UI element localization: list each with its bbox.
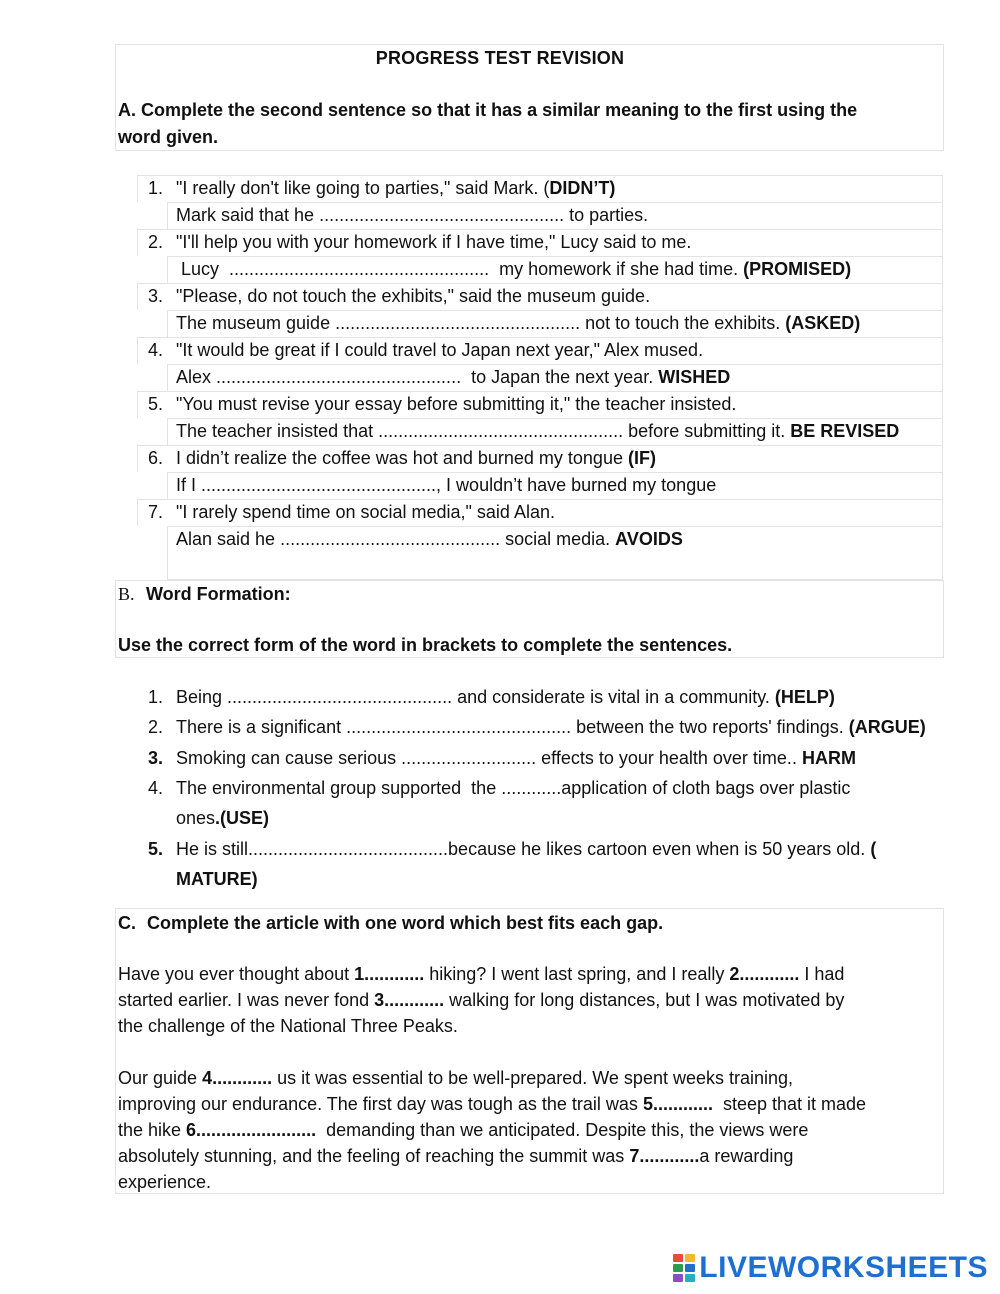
logo-square	[685, 1254, 695, 1262]
word-formation-sentence[interactable]	[176, 834, 876, 864]
sentence-text: The environmental group supported the ............application of cloth bags over plastic	[176, 778, 851, 798]
question-text-plain: "I rarely spend time on social media," said Alan.	[176, 502, 555, 522]
article-text: us it was essential to be well-prepared. We spent weeks training,	[272, 1068, 794, 1088]
sentence-text: ones	[176, 808, 216, 828]
section-b-heading: Word Formation:	[146, 584, 291, 604]
item-number: 7.	[148, 502, 164, 522]
article-line	[118, 1143, 940, 1169]
sentence-text: Smoking can cause serious ........................... effects to your health over time..	[176, 748, 802, 768]
section-c-heading: Complete the article with one word which best fits each gap.	[147, 913, 664, 933]
word-formation-sentence[interactable]	[176, 773, 850, 803]
answer-prompt[interactable]	[176, 472, 716, 499]
logo-square	[685, 1264, 695, 1272]
item-number: 2.	[148, 232, 164, 252]
gap-blank[interactable]: 5............	[642, 1094, 713, 1114]
root-word: MATURE)	[176, 869, 258, 889]
gap-blank[interactable]: 1............	[354, 964, 425, 984]
answer-keyword: (ASKED)	[785, 313, 861, 333]
item-number: 3.	[148, 748, 164, 768]
article-text: absolutely stunning, and the feeling of reaching the summit was	[118, 1146, 630, 1166]
answer-prompt-text: Alex ................................................. to Japan the next year.	[176, 367, 659, 387]
section-b-letter: B.	[118, 584, 135, 604]
question-keyword: (IF)	[627, 448, 656, 468]
gap-blank[interactable]: 7............	[629, 1146, 700, 1166]
question-text	[176, 175, 615, 202]
article-paragraph-1	[118, 961, 940, 1039]
question-text	[176, 337, 703, 364]
article-text: Have you ever thought about	[118, 964, 355, 984]
question-keyword: DIDN’T)	[549, 178, 616, 198]
article-text: Our guide	[118, 1068, 203, 1088]
answer-keyword: (PROMISED)	[743, 259, 852, 279]
article-text: steep that it made	[712, 1094, 867, 1114]
word-formation-sentence[interactable]	[176, 743, 856, 773]
root-word: HARM	[801, 748, 856, 768]
question-text-plain: I didn’t realize the coffee was hot and burned my tongue	[176, 448, 628, 468]
item-number: 3.	[148, 286, 164, 306]
article-line	[118, 1065, 940, 1091]
answer-prompt-text: The teacher insisted that ................................................. before submitting it.	[176, 421, 791, 441]
item-number: 4.	[148, 778, 164, 798]
answer-keyword: AVOIDS	[615, 529, 683, 549]
answer-prompt[interactable]	[176, 256, 851, 283]
sentence-continuation	[176, 803, 269, 833]
answer-prompt[interactable]	[176, 364, 730, 391]
answer-prompt-text: Lucy .................................................... my homework if she had time.	[176, 259, 744, 279]
logo-mark-icon	[673, 1254, 695, 1282]
answer-prompt-text: Mark said that he ................................................. to parties.	[176, 205, 649, 225]
answer-prompt-text: If I ..............................................., I wouldn’t have burned my tongue	[176, 475, 717, 495]
question-text-plain: "I really don't like going to parties," said Mark. (	[176, 178, 550, 198]
gap-blank[interactable]: 4............	[202, 1068, 273, 1088]
article-line	[118, 1169, 940, 1195]
article-text: demanding than we anticipated. Despite this, the views were	[316, 1120, 809, 1140]
root-word: .(USE)	[215, 808, 270, 828]
answer-prompt[interactable]	[176, 202, 648, 229]
item-number: 2.	[148, 717, 164, 737]
word-formation-sentence[interactable]	[176, 682, 835, 712]
article-line	[118, 1013, 940, 1039]
section-a-instruction: A. Complete the second sentence so that it has a similar meaning to the first using the word given.	[118, 100, 858, 147]
word-formation-sentence[interactable]	[176, 712, 926, 742]
sentence-continuation	[176, 864, 258, 894]
section-b-instruction: Use the correct form of the word in brackets to complete the sentences.	[118, 635, 733, 655]
article-text: started earlier. I was never fond	[118, 990, 375, 1010]
question-text	[176, 499, 555, 526]
item-number: 1.	[148, 178, 164, 198]
article-line	[118, 1091, 940, 1117]
article-text: a rewarding	[699, 1146, 794, 1166]
answer-keyword: BE REVISED	[790, 421, 900, 441]
question-text	[176, 283, 650, 310]
logo-square	[685, 1274, 695, 1282]
item-number: 1.	[148, 687, 164, 707]
article-text: experience.	[118, 1172, 212, 1192]
answer-prompt[interactable]	[176, 418, 899, 445]
item-number: 4.	[148, 340, 164, 360]
article-paragraph-2	[118, 1065, 940, 1195]
article-text: the hike	[118, 1120, 187, 1140]
question-text	[176, 391, 736, 418]
gap-blank[interactable]: 2............	[729, 964, 800, 984]
root-word: (	[870, 839, 877, 859]
article-line	[118, 1117, 940, 1143]
logo-square	[673, 1274, 683, 1282]
question-text-plain: "Please, do not touch the exhibits," said the museum guide.	[176, 286, 651, 306]
article-text: I had	[799, 964, 845, 984]
question-text-plain: "You must revise your essay before submitting it," the teacher insisted.	[176, 394, 737, 414]
logo-square	[673, 1264, 683, 1272]
question-text	[176, 445, 656, 472]
root-word: (ARGUE)	[848, 717, 926, 737]
gap-blank[interactable]: 3............	[374, 990, 445, 1010]
gap-blank[interactable]: 6........................	[186, 1120, 317, 1140]
answer-prompt-text: The museum guide ................................................. not to touch the exhibits.	[176, 313, 786, 333]
answer-prompt[interactable]	[176, 310, 860, 337]
article-line	[118, 961, 940, 987]
section-c-letter: C.	[118, 913, 136, 933]
article-text: the challenge of the National Three Peaks.	[118, 1016, 458, 1036]
sentence-text: Being ............................................. and considerate is vital in a community.	[176, 687, 775, 707]
question-text	[176, 229, 691, 256]
logo-square	[673, 1254, 683, 1262]
article-text: hiking? I went last spring, and I really	[424, 964, 730, 984]
liveworksheets-logo: LIVEWORKSHEETS	[673, 1250, 988, 1286]
item-number: 6.	[148, 448, 164, 468]
article-line	[118, 987, 940, 1013]
sentence-text: He is still........................................because he likes cartoon even when is 50 years old.	[176, 839, 871, 859]
article-text: improving our endurance. The first day was tough as the trail was	[118, 1094, 643, 1114]
answer-prompt[interactable]	[176, 526, 683, 553]
item-number: 5.	[148, 839, 164, 859]
root-word: (HELP)	[774, 687, 835, 707]
answer-prompt-text: Alan said he ............................................ social media.	[176, 529, 616, 549]
item-number: 5.	[148, 394, 164, 414]
question-text-plain: "It would be great if I could travel to Japan next year," Alex mused.	[176, 340, 704, 360]
question-text-plain: "I'll help you with your homework if I have time," Lucy said to me.	[176, 232, 692, 252]
answer-keyword: WISHED	[658, 367, 731, 387]
page-title: PROGRESS TEST REVISION	[375, 48, 625, 68]
article-text: walking for long distances, but I was motivated by	[444, 990, 845, 1010]
sentence-text: There is a significant ............................................. between the two reports' findings.	[176, 717, 849, 737]
